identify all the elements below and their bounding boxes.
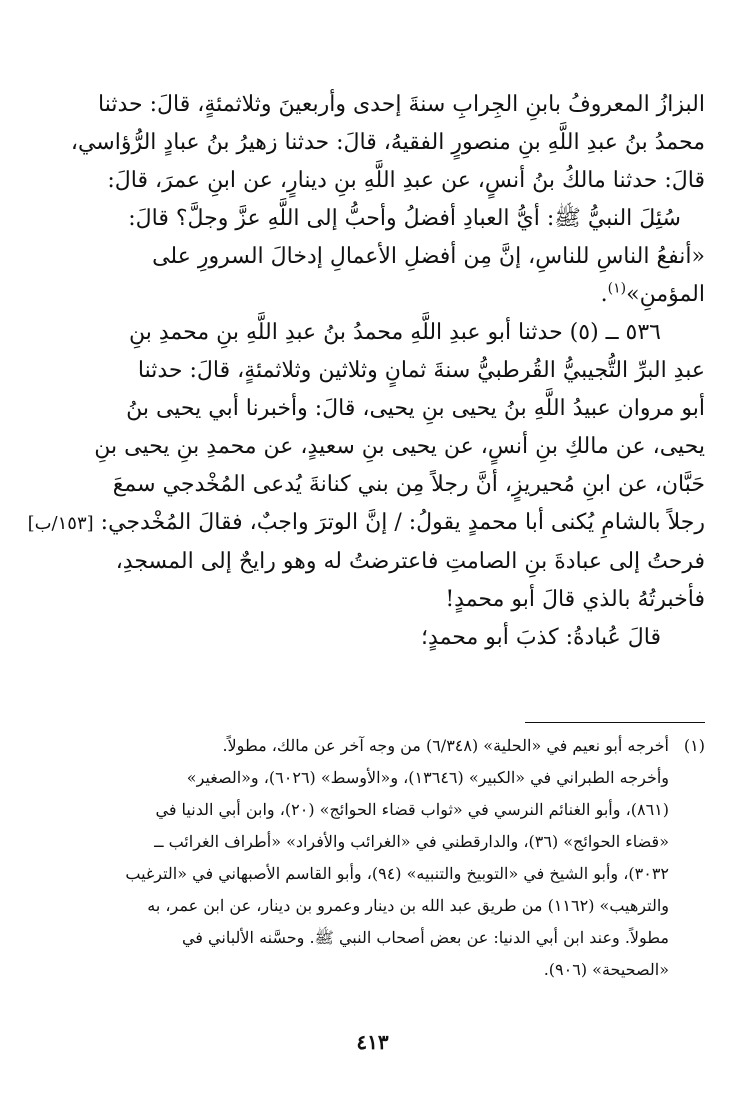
text-line: عبدِ البرِّ التُّجيبيُّ القُرطبيُّ سنةَ ثمانٍ وثلاثين وثلاثمئةٍ، قالَ: حدثنا [137,358,705,383]
text-line: قالَ: حدثنا مالكُ بنُ أنسٍ، عن عبدِ اللَّهِ بنِ دينارٍ، عن ابنِ عمرَ، قالَ: [107,168,705,193]
footnote-line: وأخرجه الطبراني في «الكبير» (١٣٦٤٦)، و«الأوسط» (٦٠٢٦)، و«الصغير» [186,768,669,787]
text-line: فرحتُ إلى عبادةَ بنِ الصامتِ فاعترضتُ له وهو رايحٌ إلى المسجدِ، [115,549,705,574]
text-line: فأخبرتُهُ بالذي قالَ أبو محمدٍ! [445,587,705,612]
text-line: المؤمنِ»$^{(١)}$. [600,280,705,307]
main-text [27,86,705,657]
text-line: حَبَّان، عن ابنِ مُحيريزٍ، أنَّ رجلاً مِن بني كنانةَ يُدعى المُخْدجي سمعَ [112,472,705,497]
footnote-line [45,730,705,762]
text-line: «أنفعُ الناسِ للناسِ، إنَّ مِن أفضلِ الأعمالِ إدخالَ السرورِ على [152,244,705,269]
text-line: قالَ عُبادةُ: كذبَ أبو محمدٍ؛ [421,625,661,650]
text-line: أبو مروان عبيدُ اللَّهِ بنُ يحيى بنِ يحيى، قالَ: وأخبرنا أبي يحيى بنُ [126,396,705,421]
page-number: ٤١٣ [356,1030,389,1054]
hadith-536-heading-line: ٥٣٦ ــ (٥) حدثنا أبو عبدِ اللَّهِ محمدُ بنُ عبدِ اللَّهِ بنِ محمدِ بنِ [129,320,661,345]
text-line [27,504,705,543]
text-line: محمدُ بنُ عبدِ اللَّهِ بنِ منصورٍ الفقيهُ، قالَ: حدثنا زهيرُ بنُ عبادٍ الرُّؤاسي، [70,130,705,155]
footnote-line: مطولاً. وعند ابن أبي الدنيا: عن بعض أصحاب النبي ﷺ. وحسَّنه الألباني في [181,928,669,947]
footnote-divider [525,722,705,723]
footnote-reference[interactable]: (١) [607,280,627,297]
footnote-line: «قضاء الحوائج» (٣٦)، والدارقطني في «الغرائب والأفراد» «أطراف الغرائب ــ [154,832,669,851]
text-line-part: المؤمنِ» [626,282,705,307]
footnote-text: أخرجه أبو نعيم في «الحلية» (٦/٣٤٨) من وجه آخر عن مالك، مطولاً. [222,736,669,755]
footnote-line: (٨٦١)، وأبو الغنائم النرسي في «ثواب قضاء الحوائج» (٢٠)، وابن أبي الدنيا في [155,800,669,819]
footnote-line: ٣٠٣٢)، وأبو الشيخ في «التوبيخ والتنبيه» (٩٤)، وأبو القاسم الأصبهاني في «الترغيب [125,864,669,883]
manuscript-folio-note: [١٥٣/ب] [27,513,94,534]
text-line: البزازُ المعروفُ بابنِ الجِرابِ سنةَ إحدى وأربعينَ وثلاثمئةٍ، قالَ: حدثنا [98,92,705,117]
footnote-number: (١) [683,736,705,755]
footnote-line: والترهيب» (١١٦٢) من طريق عبد الله بن دينار وعمرو بن دينار، عن ابن عمر، به [147,896,669,915]
footnotes [45,730,705,986]
text-line: سُئِلَ النبيُّ ﷺ: أيُّ العبادِ أفضلُ وأحبُّ إلى اللَّهِ عزَّ وجلَّ؟ قالَ: [128,206,681,231]
text-line-part: رجلاً بالشامِ يُكنى أبا محمدٍ يقولُ: / إنَّ الوترَ واجبٌ، فقالَ المُخْدجي: [100,510,705,535]
footnote-line: «الصحيحة» (٩٠٦). [543,960,669,979]
text-line: يحيى، عن مالكِ بنِ أنسٍ، عن يحيى بنِ سعيدٍ، عن محمدِ بنِ يحيى بنِ [94,434,705,459]
